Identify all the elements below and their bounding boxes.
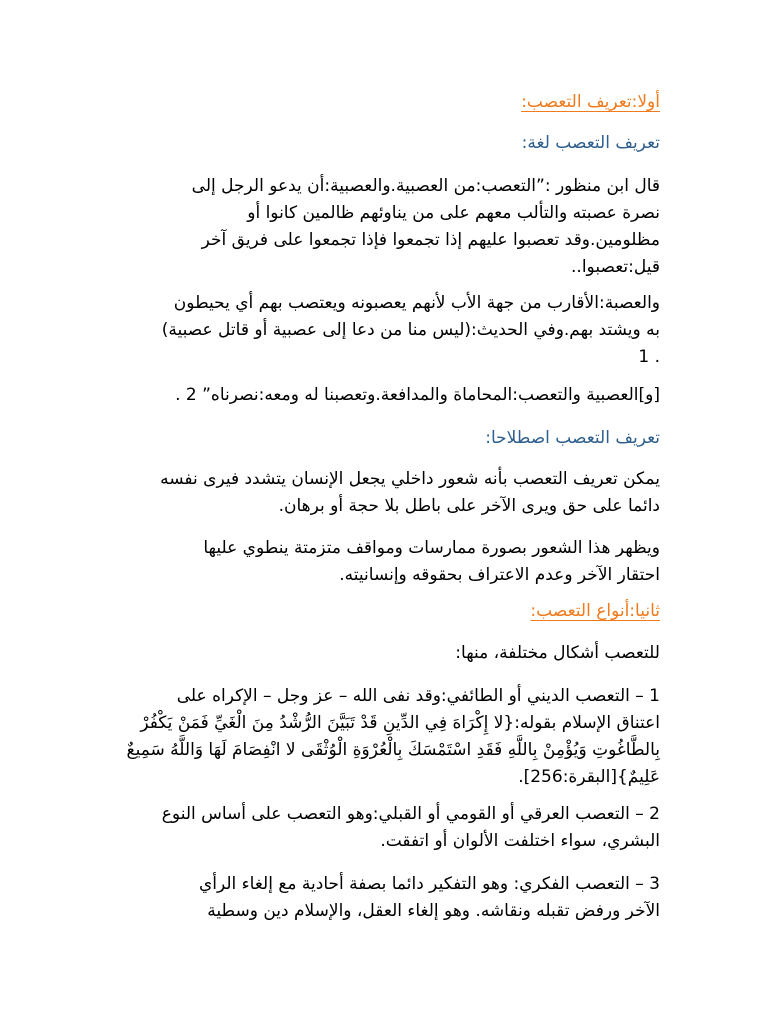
heading-definition-of-fanaticism [100, 89, 660, 116]
subheading-text: تعريف التعصب لغة: [521, 133, 660, 153]
subheading-technical-definition [100, 425, 660, 452]
text-line: اعتناق الإسلام بقوله:{لا إِكْرَاهَ فِي الدِّينِ قَدْ تَبَيَّنَ الرُّشْدُ مِنَ الْغَيِّ فَمَنْ يَكْفُرْ [140, 713, 660, 733]
paragraph-forms-intro [100, 640, 660, 667]
text-line: احتقار الآخر وعدم الاعتراف بحقوقه وإنسانيته. [339, 565, 660, 585]
list-item-religious [100, 683, 660, 791]
paragraph-ibn-manzur [100, 173, 660, 281]
text-line: ويظهر هذا الشعور بصورة ممارسات ومواقف متزمتة ينطوي عليها [203, 538, 660, 558]
text-line: البشري، سواء اختلفت الألوان أو اتفقت. [380, 831, 660, 851]
text-line: 3 – التعصب الفكري: وهو التفكير دائما بصفة أحادية مع إلغاء الرأي [198, 874, 660, 894]
list-item-ethnic [100, 801, 660, 855]
paragraph-asaba [100, 290, 660, 371]
text-line: بِالطَّاغُوتِ وَيُؤْمِنْ بِاللَّهِ فَقَدِ اسْتَمْسَكَ بِالْعُرْوَةِ الْوُثْقَى لا انْفِصَامَ لَهَا وَاللَّهُ سَمِيعٌ [126, 740, 660, 760]
heading-text: ثانيا:أنواع التعصب: [530, 601, 660, 621]
subheading-text: تعريف التعصب اصطلاحا: [485, 428, 660, 448]
text-line: للتعصب أشكال مختلفة، منها: [455, 643, 660, 663]
text-line: به ويشتد بهم.وفي الحديث:(ليس منا من دعا إلى عصبية أو قاتل عصبية) [161, 320, 660, 340]
text-line: والعصبة:الأقارب من جهة الأب لأنهم يعصبونه ويعتصب بهم أي يحيطون [173, 293, 660, 313]
paragraph-definition [100, 466, 660, 520]
text-line: 1 – التعصب الديني أو الطائفي:وقد نفى الله – عز وجل – الإكراه على [176, 686, 660, 706]
subheading-linguistic-definition [100, 130, 660, 157]
text-line: نصرة عصبته والتألب معهم على من يناوئهم ظالمين كانوا أو [247, 203, 660, 223]
text-line: . 1 [638, 347, 660, 367]
text-line: قال ابن منظور :”التعصب:من العصبية.والعصبية:أن يدعو الرجل إلى [191, 176, 660, 196]
text-line: قيل:تعصبوا.. [571, 257, 660, 277]
text-line: [و]العصبية والتعصب:المحاماة والمدافعة.وتعصبنا له ومعه:نصرناه” 2 . [175, 385, 660, 405]
paragraph-manifestation [100, 535, 660, 589]
list-item-intellectual [100, 871, 660, 925]
text-line: 2 – التعصب العرقي أو القومي أو القبلي:وهو التعصب على أساس النوع [161, 804, 660, 824]
text-line: يمكن تعريف التعصب بأنه شعور داخلي يجعل الإنسان يتشدد فيرى نفسه [160, 469, 660, 489]
text-line: عَلِيمٌ}[البقرة:256]. [518, 767, 660, 787]
heading-text: أولا:تعريف التعصب: [521, 92, 660, 112]
paragraph-muhamat [100, 382, 660, 409]
text-line: مظلومين.وقد تعصبوا عليهم إذا تجمعوا فإذا تجمعوا على فريق آخر [201, 230, 660, 250]
text-line: الآخر ورفض تقبله ونقاشه. وهو إلغاء العقل، والإسلام دين وسطية [207, 901, 660, 921]
heading-types-of-fanaticism [100, 598, 660, 625]
text-line: دائما على حق ويرى الآخر على باطل بلا حجة أو برهان. [278, 496, 660, 516]
